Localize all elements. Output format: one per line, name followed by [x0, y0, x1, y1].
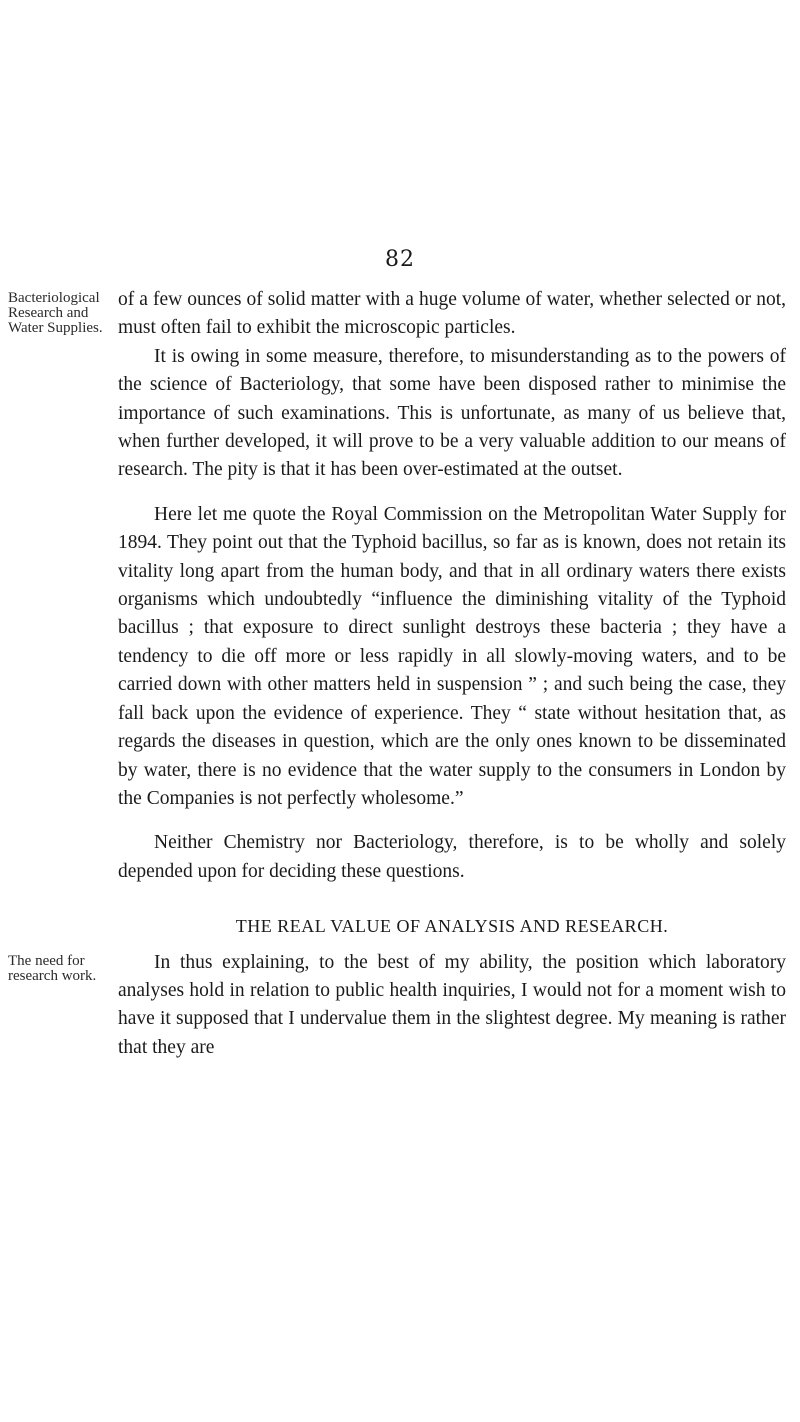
- margin-note-research-work: The need for research work.: [8, 953, 97, 984]
- paragraph-royal-commission: Here let me quote the Royal Commission on the Metropolitan Water Supply for 1894. They point out that the Typhoid bacillus, so far as is known, does not retain its vitality long apart from the human body, and that in all ordinary waters there exists organisms which undoubtedly “influence the diminishing vitality of the Typhoid bacillus ; that exposure to direct sunlight destroys these bacteria ; they have a tendency to die off more or less rapidly in all slowly-moving waters, and to be carried down with other matters held in suspension ” ; and such being the case, they fall back upon the evidence of experience. They “ state without hesitation that, as regards the diseases in question, which are the only ones known to be disseminated by water, there is no evidence that the water supply to the consumers in London by the Companies is not perfectly wholesome.”: [118, 503, 786, 809]
- section-heading: THE REAL VALUE OF ANALYSIS AND RESEARCH.: [235, 916, 669, 937]
- paragraph-continuation: of a few ounces of solid matter with a huge volume of water, whether selected or not, must often fail to exhibit the microscopic particles.: [118, 289, 786, 339]
- margin-note-bacteriological-research: Bacteriological Research and Water Supplies.: [8, 290, 103, 336]
- paragraph-misunderstanding: It is owing in some measure, therefore, to misunderstanding as to the powers of the science of Bacteriology, that some have been disposed rather to minimise the importance of such examinations. This is unfortunate, as many of us believe that, when further developed, it will prove to be a very valuable addition to our means of research. The pity is that it has been over-estimated at the outset.: [118, 345, 786, 481]
- page-number: 82: [385, 247, 415, 272]
- body-text: [118, 286, 786, 1062]
- paragraph-explaining: In thus explaining, to the best of my ability, the position which laboratory analyses hold in relation to public health inquiries, I would not for a moment wish to have it supposed that I undervalue them in the slightest degree. My meaning is rather that they are: [118, 951, 786, 1058]
- paragraph-neither-chemistry: Neither Chemistry nor Bacteriology, therefore, is to be wholly and solely depended upon for deciding these questions.: [118, 832, 786, 882]
